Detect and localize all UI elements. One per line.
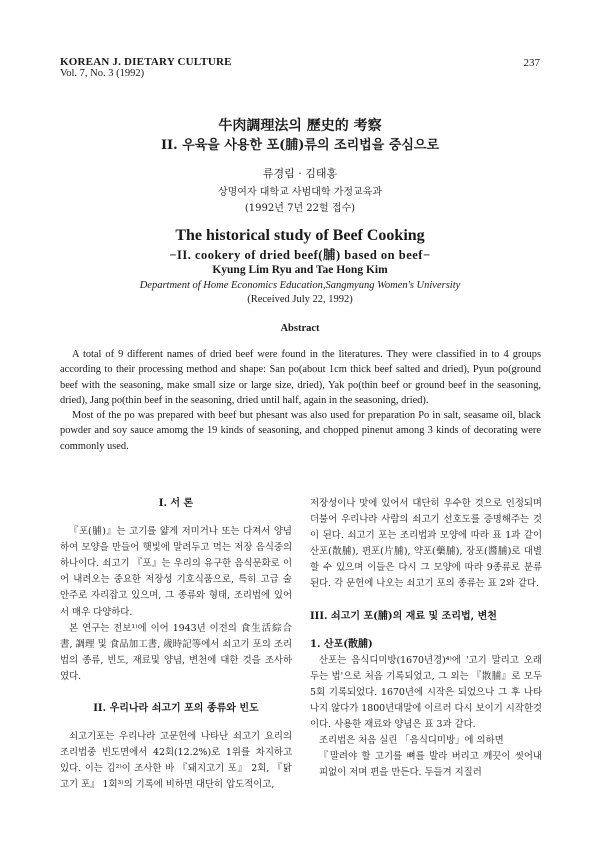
body-paragraph: 『말려야 할 고기를 뼈를 발라 버리고 깨끗이 씻어내 피없이 저며 편을 만든다. 두들겨 지질러: [319, 751, 542, 779]
korean-title: 牛肉調理法의 歷史的 考察: [218, 118, 382, 134]
body-paragraph: 저장성이나 맛에 있어서 대단히 우수한 것으로 인정되며 더불어 우리나라 사람의 쇠고기 선호도를 증명해주는 것이 된다. 쇠고기 포는 조리법과 모양에 따라 표 1과 같이 산포(散脯), 편포(片脯), 약포(藥脯), 장포(醬脯)로 대별할 수 있으며 이들은 다시 그 모양에 따라 9종류로 분류된다. 각 문헌에 나오는 쇠고기 포의 종류는 표 2와 같다.: [310, 498, 542, 590]
body-paragraph: 『포(脯)』는 고기를 얇게 저미거나 또는 다져서 양념하여 모양을 만들어 햇빛에 말려두고 먹는 저장 음식중의 하나이다. 쇠고기 『포』는 우리의 유구한 음식문화로 이어 내려오는 중요한 저장성 기호식품으로, 특히 고급 술안주로 자리잡고 있으며, 그 종류와 형태, 조리법에 있어서 매우 다양하다.: [60, 526, 292, 618]
section-heading-introduction: I. 서 론: [158, 498, 194, 509]
english-subtitle: −II. cookery of dried beef(脯) based on beef−: [169, 248, 431, 262]
english-department: Department of Home Economics Education,Sangmyung Women's University: [139, 280, 461, 291]
abstract-paragraph: A total of 9 different names of dried beef were found in the literatures. They were classified in to 4 groups according to their processing method and shape: San po(about 1cm thick beef salted and dried), Pyun po(ground beef with the seasoning, make small size or large size, dried), Yak po(thin beef or ground beef in the seasoning, dried), Jang po(thin beef in the seasoning, dried until half, again in the seasoning, dried).: [60, 349, 541, 406]
right-column: [310, 496, 542, 782]
english-title: The historical study of Beef Cooking: [175, 227, 425, 244]
body-paragraph: 조리법은 처음 실린 「음식디미방」에 의하면: [319, 735, 504, 747]
journal-name: KOREAN J. DIETARY CULTURE: [60, 56, 232, 68]
english-received-date: (Received July 22, 1992): [247, 294, 353, 305]
page-number: 237: [523, 57, 540, 69]
korean-subtitle: II. 우육을 사용한 포(脯)류의 조리법을 중심으로: [160, 138, 440, 153]
korean-received-date: (1992년 7년 22헐 접수): [244, 203, 356, 214]
abstract-heading: Abstract: [280, 323, 320, 334]
subsection-heading-sanpo: 1. 산포(散脯): [310, 638, 373, 650]
abstract-paragraph: Most of the po was prepared with beef but phesant was also used for preparation Po in salt, seasame oil, black powder and soy sauce amomg the 19 kinds of seasoning, and chopped pinenut among 3 kinds of decorating were commonly used.: [60, 410, 541, 452]
body-paragraph: 본 연구는 전보¹⁾에 이어 1943년 이전의 食生活綜合書, 調理 및 食品加工書, 歲時記等에서 쇠고기 포의 조리법의 종류, 빈도, 재료및 양념, 변천에 대한 것을 조사하였다.: [60, 622, 292, 682]
korean-affiliation: 상명여자 대학교 사범대학 가정교육과: [217, 187, 383, 198]
left-column: [60, 496, 292, 794]
abstract-body: [60, 347, 541, 454]
korean-authors: 류경림 · 김태홍: [262, 167, 338, 180]
section-heading-materials: III. 쇠고기 포(脯)의 재료 및 조리법, 변천: [310, 610, 497, 622]
english-authors: Kyung Lim Ryu and Tae Hong Kim: [212, 264, 388, 276]
section-heading-types: II. 우리나라 쇠고기 포의 종류와 빈도: [93, 703, 259, 715]
volume-info: Vol. 7, No. 3 (1992): [60, 68, 145, 79]
body-paragraph: 쇠고기포는 우리나라 고문헌에 나타난 쇠고기 요리의 조리법중 빈도면에서 42회(12.2%)로 1위를 차지하고 있다. 이는 김²⁾이 조사한 바 『돼지고기 포』 2회, 『닭고기 포』 1회³⁾의 기록에 비하면 대단히 압도적이고,: [60, 731, 292, 791]
body-paragraph: 산포는 음식디미방(1670년경)⁴⁾에 '고기 말리고 오래두는 법'으로 처음 기록되었고, 그 외는 『散脯』로 모두 5회 기록되었다. 1670년에 시작은 되었으나 그 후 나타나지 않다가 1800년대말에 이르러 다시 보이기 시작한것이다. 사용한 재료와 양념은 표 3과 같다.: [310, 654, 542, 731]
